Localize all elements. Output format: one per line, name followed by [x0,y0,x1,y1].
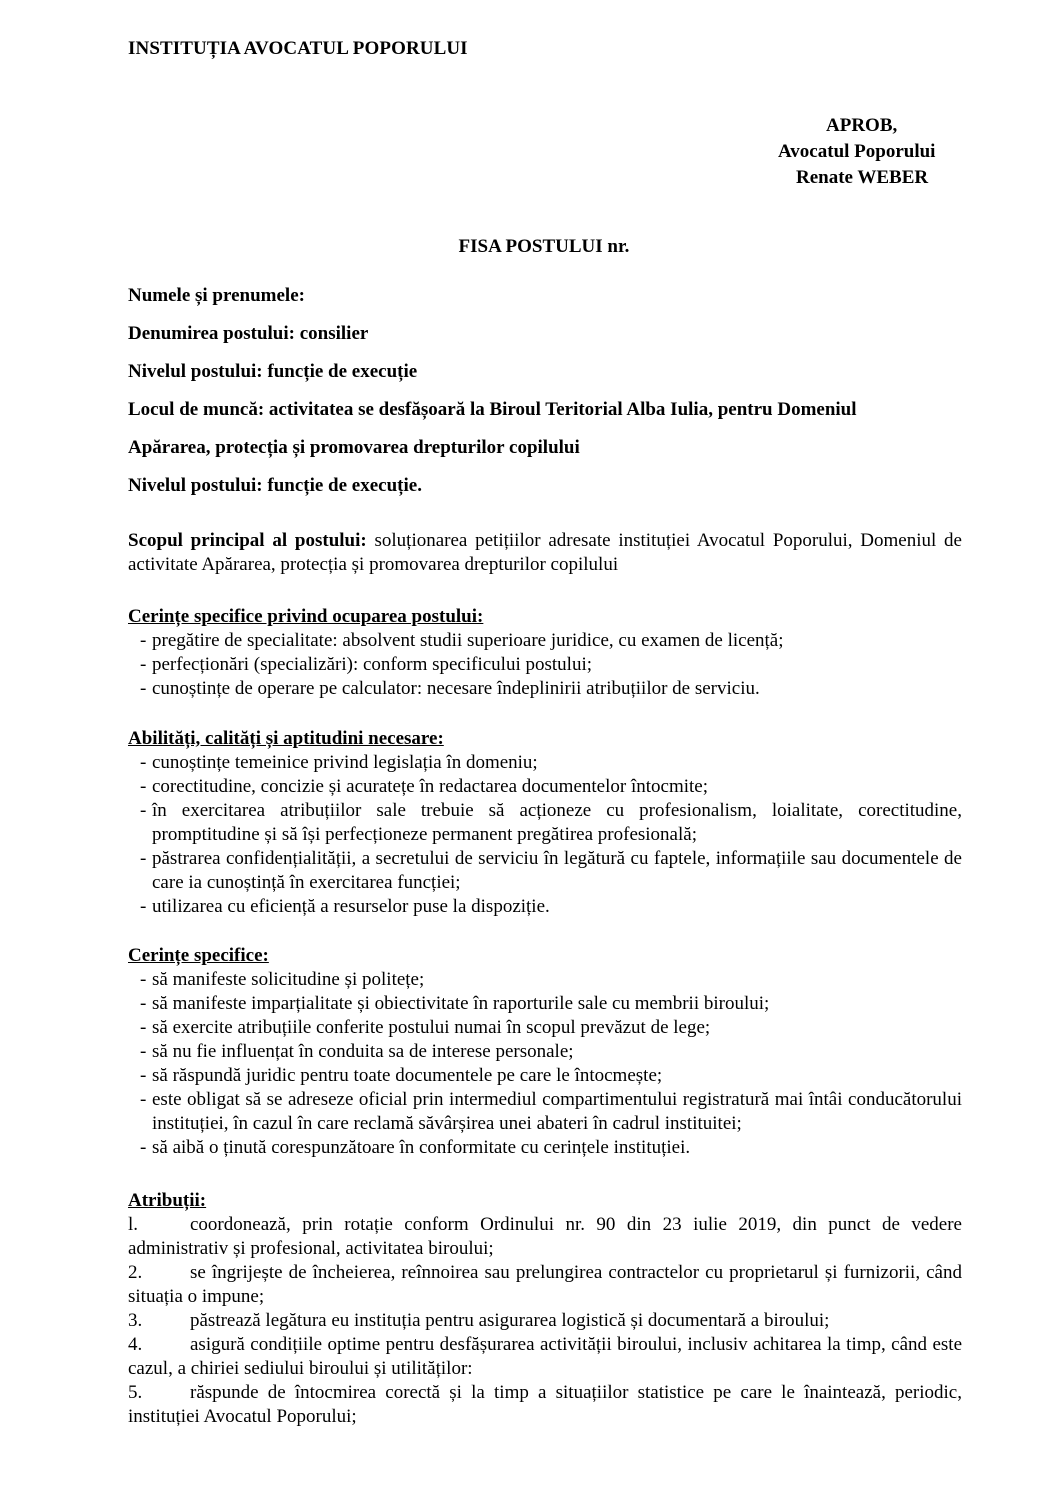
requirements-heading: Cerințe specifice privind ocuparea postului: [128,606,484,627]
info-post-level-2: Nivelul postului: funcție de execuție. [128,475,422,496]
list-item: - cunoștințe de operare pe calculator: necesare îndeplinirii atribuțiilor de serviciu. [142,677,962,701]
post-info [128,284,968,512]
duty-number: 3. [128,1310,143,1331]
abilities-heading: Abilități, calități și aptitudini necesare: [128,728,444,749]
list-item: - perfecționări (specializări): conform specificului postului; [142,653,962,677]
list-item: - este obligat să se adreseze oficial prin intermediul compartimentului registratură mai întâi conducătorului instituției, în cazul în care reclamă săvârșirea unei abateri în cadrul instituitei; [142,1088,962,1136]
list-item: - să aibă o ținută corespunzătoare în conformitate cu cerințele instituției. [142,1136,962,1160]
purpose-paragraph [128,529,962,577]
purpose-text: soluționarea petițiilor adresate instituției Avocatul Poporului, Domeniul de activitate Apărarea, protecția și promovarea drepturilor copilului [128,530,962,575]
duty-number: 2. [128,1262,143,1283]
requirements-list [128,629,962,701]
approver-role: Avocatul Poporului [778,141,936,162]
info-post-level: Nivelul postului: funcție de execuție [128,361,418,382]
abilities-section [128,727,962,919]
approve-label: APROB, [826,115,898,136]
duty-text: păstrează legătura eu instituția pentru asigurarea logistică și documentară a biroului; [190,1310,830,1331]
list-item: - să nu fie influențat în conduita sa de interese personale; [142,1040,962,1064]
duty-text: se îngrijește de încheierea, reînnoirea sau prelungirea contractelor cu proprietarul și furnizorii, când situația o impune; [128,1262,962,1307]
duties-heading: Atribuții: [128,1190,207,1211]
list-item: - să manifeste solicitudine și politețe; [142,968,962,992]
duties-section [128,1189,962,1429]
duty-text: răspunde de întocmirea corectă și la timp a situațiilor statistice pe care le înaintează, periodic, instituției Avocatul Poporului; [128,1382,962,1427]
info-workplace-line2: Apărarea, protecția și promovarea drepturilor copilului [128,437,580,458]
list-item: - corectitudine, concizie și acuratețe în redactarea documentelor întocmite; [142,775,962,799]
approval-block [760,113,970,191]
duty-number: l. [128,1214,139,1235]
requirements-section [128,605,962,701]
info-post-name: Denumirea postului: consilier [128,323,369,344]
list-item: - păstrarea confidențialității, a secretului de serviciu în legătură cu faptele, informațiile sau documentele de care ia cunoștință în exercitarea funcției; [142,847,962,895]
info-workplace-line1: Locul de muncă: activitatea se desfășoară la Biroul Teritorial Alba Iulia, pentru Domeniul [128,399,857,420]
list-item: - utilizarea cu eficiență a resurselor puse la dispoziție. [142,895,962,919]
document-title: FISA POSTULUI nr. [458,236,630,257]
duty-text: asigură condițiile optime pentru desfășurarea activității biroului, inclusiv achitarea la timp, când este cazul, a chiriei sediului biroului și utilităților: [128,1334,962,1379]
duty-item [128,1333,962,1381]
duty-text: coordonează, prin rotație conform Ordinului nr. 90 din 23 iulie 2019, din punct de vedere administrativ și profesional, activitatea biroului; [128,1214,962,1259]
duty-number: 4. [128,1334,143,1355]
list-item: - să manifeste imparțialitate și obiectivitate în raporturile sale cu membrii biroului; [142,992,962,1016]
approver-name: Renate WEBER [796,167,929,188]
abilities-list [128,751,962,919]
duty-item [128,1213,962,1261]
duty-item [128,1309,962,1333]
info-name: Numele și prenumele: [128,285,305,306]
specific-list [128,968,962,1160]
purpose-label: Scopul principal al postului: [128,530,367,551]
duty-item [128,1381,962,1429]
duty-number: 5. [128,1382,143,1403]
list-item: - să exercite atribuțiile conferite postului numai în scopul prevăzut de lege; [142,1016,962,1040]
list-item: - în exercitarea atribuțiilor sale trebuie să acționeze cu profesionalism, loialitate, corectitudine, promptitudine și să își perfecționeze permanent pregătirea profesională; [142,799,962,847]
list-item: - să răspundă juridic pentru toate documentele pe care le întocmește; [142,1064,962,1088]
institution-name: INSTITUȚIA AVOCATUL POPORULUI [128,38,468,59]
list-item: - pregătire de specialitate: absolvent studii superioare juridice, cu examen de licență; [142,629,962,653]
duty-item [128,1261,962,1309]
specific-section [128,944,962,1160]
list-item: - cunoștințe temeinice privind legislația în domeniu; [142,751,962,775]
specific-heading: Cerințe specifice: [128,945,269,966]
